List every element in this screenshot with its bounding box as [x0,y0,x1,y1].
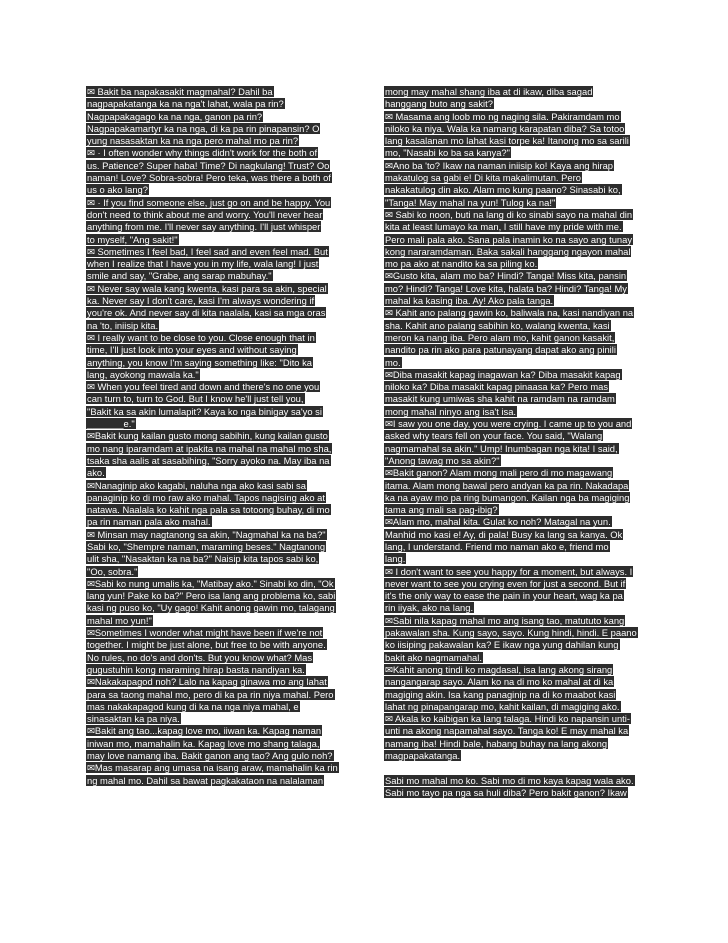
text-line-content: magiging akin. Isa kang panaginip na di ko maabot kasi [385,688,616,700]
text-line-content: ✉Nakakapagod noh? Lalo na kapag ginawa mo ang lahat [87,676,327,688]
text-line-content: ✉ Sometimes I feel bad, I feel sad and even feel mad. But [87,245,328,257]
text-line [86,246,344,258]
text-line-content: smile and say, "Grabe, ang sarap mabuhay." [87,270,272,282]
text-line [384,320,642,332]
text-line [384,344,642,356]
text-line [384,529,642,541]
text-line-content: mo, "Nasabi ko ba sa kanya?" [385,147,510,159]
text-line-content: mahal ka kasing iba. Ay! Ako pala tanga. [385,295,554,307]
text-line [384,553,642,565]
text-line-content: ✉ Never say wala kang kwenta, kasi para sa akin, special [87,282,327,294]
text-line-content: ✉Sometimes I wonder what might have been if we're not [87,627,323,639]
text-line [86,664,344,676]
text-line [86,713,344,725]
text-line [86,295,344,307]
text-line-content: "Tanga! May mahal na yun! Tulog ka na!" [385,196,556,208]
text-line [86,234,344,246]
text-line-content: nandito pa rin ako para patunayang dapat ako ang pinili [385,344,616,356]
text-line [384,307,642,319]
text-line-content: namang iba! Hindi bale, habang buhay na lang akong [385,737,608,749]
text-line-content: ako. [87,467,105,479]
text-line [86,725,344,737]
text-line [86,541,344,553]
text-line-content: "Oo, sobra." [87,565,138,577]
text-line-content: Nagpapakagago ka na nga, ganon pa rin? [87,110,263,122]
text-line-content: ✉ Minsan may nagtanong sa akin, "Nagmahal ka na ba?" [87,528,326,540]
text-line-content: ka. Never say I don't care, kasi I'm always wondering if [87,295,315,307]
text-line-content: us o ako lang? [87,184,148,196]
text-line [384,443,642,455]
text-line-content: ✉Bakit kung kailan gusto mong sabihin, kung kailan gusto [87,430,328,442]
text-line-content: makatulog sa gabi e! Di kita makalimutan. Pero [385,172,581,184]
text-line [86,504,344,516]
text-line [86,184,344,196]
text-line-content: lang kasalanan mo lahat kasi torpe ka! Itanong mo sa sarili [385,135,629,147]
text-line-content: lang, I understand. Friend mo naman ako e, friend mo [385,540,609,552]
text-line [384,430,642,442]
text-line-content: panaginip ko di mo raw ako mahal. Tapos nagising ako at [87,491,325,503]
text-line [86,172,344,184]
text-line [86,258,344,270]
text-line [384,393,642,405]
text-line-content: magpapakatanga. [385,750,461,762]
text-line-content: ✉Diba masakit kapag inagawan ka? Diba masakit kapag [385,368,621,380]
text-line-content: lang yun! Pake ko ba?" Pero isa lang ang problema ko, sabi [87,590,336,602]
text-line [384,701,642,713]
text-line [86,516,344,528]
text-line-content: ✉Gusto kita, alam mo ba? Hindi? Tanga! Miss kita, pansin [385,270,627,282]
text-line [384,787,642,799]
text-line-content: pakawalan sha. Kung sayo, sayo. Kung hindi, hindi. E paano [385,627,637,639]
text-line-content: when I realize that I have you in my life, wala lang! I just [87,258,319,270]
text-line [384,381,642,393]
text-line [384,775,642,787]
text-line [384,221,642,233]
text-line [384,664,642,676]
text-line-content: mas nakakapagod kung di ka na nga niya mahal, e [87,700,299,712]
text-line-content: sinasaktan ka pa niya. [87,713,180,725]
text-line [86,738,344,750]
text-line-content: nangangarap sayo. Alam ko na di mo ko mahal at di ka [385,676,614,688]
text-line [86,209,344,221]
text-line-content: unti na akong napamahal sayo. Tanga ko! E may mahal ka [385,725,629,737]
text-line-content: kong nararamdaman. Baka sakali hanggang ngayon mahal [385,245,631,257]
text-line-content: ✉ Sabi ko noon, buti na lang di ko sinabi sayo na mahal din [385,208,633,220]
text-line [86,320,344,332]
text-line-content: ✉ When you feel tired and down and there's no one you [87,381,320,393]
text-line [384,750,642,762]
text-line [86,307,344,319]
text-line-content: nagmamahal sa akin." Ump! Inumbagan nga kita! I said, [385,442,618,454]
text-line [86,639,344,651]
text-line-content: ✉Ano ba 'to? Ikaw na naman iniisip ko! Kaya ang hirap [385,159,614,171]
text-line-content: mo. [385,356,401,368]
text-line [384,357,642,369]
text-line-content: kasi ng puso ko, "Uy gago! Kahit anong gawin mo, talagang [87,602,335,614]
text-line [86,406,344,418]
text-line [384,246,642,258]
text-line [384,332,642,344]
text-line-content: may love namang iba. Bakit ganon ang tao? Ang gulo noh? [87,750,333,762]
text-line [384,590,642,602]
text-line-content: ✉Bakit ang tao...kapag love mo, iiwan ka. Kapag naman [87,725,322,737]
text-line [384,184,642,196]
text-line-content: mahal mo yun!" [87,614,152,626]
text-line-content: natawa. Naalala ko kahit nga pala sa totoong buhay, di mo [87,504,330,516]
text-line [86,98,344,110]
text-line-content: _______e." [87,418,135,430]
text-line-content: "Bakit ka sa akin lumalapit? Kaya ko nga binigay sa'yo si [87,405,322,417]
text-line-content: ulit sha, "Nasaktan ka na ba?" Naisip kita tapos sabi ko, [87,553,319,565]
text-line [384,689,642,701]
text-line [86,529,344,541]
text-line [86,86,344,98]
text-line [384,135,642,147]
text-line [384,234,642,246]
text-line [86,381,344,393]
text-line-content: kita at least lumayo ka man, I still have my pride with me. [385,221,622,233]
text-line [86,492,344,504]
text-line [384,86,642,98]
text-line-content: ✉ I really want to be close to you. Close enough that in [87,331,315,343]
text-line [384,725,642,737]
text-line-content: mong may mahal shang iba at di ikaw, diba sagad [385,86,593,97]
text-line [384,369,642,381]
text-line-content: us. Patience? Super haba! Time? Di nagkulang! Trust? Oo [87,159,330,171]
text-line-content: No rules, no do's and don'ts. But you know what? Mas [87,651,313,663]
text-line [86,283,344,295]
text-line [384,652,642,664]
text-line [86,160,344,172]
text-line [384,270,642,282]
text-line [86,750,344,762]
text-line [384,209,642,221]
text-line-content: ✉Sabi ko nung umalis ka, "Matibay ako." Sinabi ko din, "Ok [87,577,334,589]
text-line-content: ✉ · I often wonder why things didn't work for the both of [87,147,318,159]
text-line [384,406,642,418]
text-line-content: never want to see you crying even for just a second. But if [385,577,626,589]
text-line [86,602,344,614]
text-line-content: mo pa ako at nandito ka sa piling ko. [385,258,538,270]
text-line [86,221,344,233]
text-line [86,467,344,479]
text-line-content: niloko ka? Diba masakit kapag pinaasa ka? Pero mas [385,381,609,393]
text-line-content: Manhid mo kasi e! Ay, di pala! Busy ka lang sa kanya. Ok [385,528,623,540]
text-line [384,480,642,492]
text-line-content: lang. [385,553,406,565]
text-line [384,516,642,528]
text-line [86,553,344,565]
text-line [384,676,642,688]
text-line [86,480,344,492]
text-line-content: ✉ Akala ko kaibigan ka lang talaga. Hindi ko napansin unti- [385,713,630,725]
text-line-content: tama ang mali sa pag-ibig? [385,504,498,516]
text-line-content: time, I'll just look into your eyes and without saying [87,344,297,356]
text-line-content: nakakatulog din ako. Alam mo kung paano? Sinasabi ko, [385,184,621,196]
text-line [86,270,344,282]
text-line-content: Nagpapakamartyr ka na nga, di ka pa rin pinapansin? O [87,122,320,134]
text-line-content: Sabi mo tayo pa nga sa huli diba? Pero bakit ganon? Ikaw [385,786,627,798]
text-line-content: it's the only way to ease the pain in your heart, wag ka pa [385,590,623,602]
text-line-content: anything, you know I'm saying something like: "Dito ka [87,356,313,368]
text-line [384,615,642,627]
text-line [384,172,642,184]
text-line-content: mo nang iparamdam at ipakita na mahal na mahal mo sha, [87,442,332,454]
text-line [86,676,344,688]
text-line [86,689,344,701]
text-line-content: masakit kung umiwas sha kahit na ramdam na ramdam [385,393,615,405]
text-line-content: itama. Alam mong bawal pero andyan ka pa rin. Nakadapa [385,479,629,491]
text-line-content: ✉ Masama ang loob mo ng naging sila. Pakiramdam mo [385,110,620,122]
text-line [86,418,344,430]
text-line [86,578,344,590]
text-line-content: ✉I saw you one day, you were crying. I came up to you and [385,418,632,430]
text-line [86,111,344,123]
text-line [86,775,344,787]
text-line-content: ✉ Bakit ba napakasakit magmahal? Dahil ba [87,86,273,97]
text-line [384,762,642,774]
text-line [86,652,344,664]
text-line-content: asked why tears fell on your face. You said, "Walang [385,430,603,442]
text-line-content: Pero mali pala ako. Sana pala inamin ko na sayo ang tunay [385,233,633,245]
text-line [384,283,642,295]
text-line [384,541,642,553]
text-line-content: tsaka sha aalis at sasabihing, "Sorry ayoko na. May iba na [87,454,330,466]
text-line [384,147,642,159]
text-line-content: "Anong tawag mo sa akin?" [385,454,500,466]
text-line [86,147,344,159]
text-line-content: pa rin naman pala ako mahal. [87,516,211,528]
text-line [384,123,642,135]
text-line-content: ✉ · If you find someone else, just go on and be happy. You [87,196,331,208]
text-line-content: rin iiyak, ako na lang. [385,602,474,614]
left-column [86,86,344,787]
text-line [384,639,642,651]
text-line [86,566,344,578]
text-line-content: na 'to, iniisip kita. [87,319,159,331]
text-line [384,602,642,614]
text-line [384,160,642,172]
text-line [384,566,642,578]
text-line-content: to myself, "Ang sakit!" [87,233,178,245]
text-line-content: Sabi ko, "Shempre naman, maraming beses." Nagtanong [87,540,326,552]
text-line-content: ✉Nanaginip ako kagabi, naluha nga ako kasi sabi sa [87,479,306,491]
text-line-content: ✉ I don't want to see you happy for a moment, but always. I [385,565,633,577]
text-line-content: lahat ng pinapangarap mo, kahit kailan, di magiging ako. [385,700,620,712]
text-line [384,98,642,110]
text-line-content: ka na ayaw mo pa ring bumangon. Kailan nga ba magiging [385,491,630,503]
text-line [86,762,344,774]
text-line [86,627,344,639]
text-line [384,492,642,504]
text-line [86,332,344,344]
text-line [384,295,642,307]
text-line [384,197,642,209]
text-line [86,443,344,455]
text-line [86,357,344,369]
text-line-content: ✉Alam mo, mahal kita. Gulat ko noh? Matagal na yun. [385,516,611,528]
text-line-content: ✉Kahit anong tindi ko magdasal, isa lang akong sirang [385,663,613,675]
text-line [86,615,344,627]
text-line-content: niloko ka niya. Wala ka namang karapatan diba? Sa totoo [385,122,625,134]
text-line-content: hanggang buto ang sakit? [385,98,493,110]
text-line [384,713,642,725]
text-line-content: yung nasasaktan ka na nga pero mahal mo pa rin? [87,135,299,147]
text-line [384,578,642,590]
text-line-content: naman! Love? Sobra-sobra! Pero teka, was there a both of [87,172,331,184]
text-line [86,590,344,602]
text-line-content: nagpapakatanga ka na nga't lahat, wala pa rin? [87,98,284,110]
text-line [384,504,642,516]
text-line [86,455,344,467]
text-line-content: bakit ako nagmamahal. [385,651,482,663]
text-line [86,701,344,713]
text-line [384,467,642,479]
text-line [86,197,344,209]
text-line-content: meron ka nang iba. Pero alam mo, kahit ganon kasakit, [385,331,615,343]
text-line [384,627,642,639]
text-line-content: ✉Mas masarap ang umasa na isang araw, mamahalin ka rin [87,762,338,774]
text-line-content: can turn to, turn to God. But I know he'll just tell you, [87,393,304,405]
text-line [86,123,344,135]
text-line-content: lang, ayokong mawala ka." [87,368,199,380]
text-line [86,430,344,442]
text-line [86,344,344,356]
text-line-content: ✉Sabi nila kapag mahal mo ang isang tao, matututo kang [385,614,625,626]
right-column [384,86,642,799]
text-line [86,369,344,381]
text-line [86,135,344,147]
text-line-content: Sabi mo mahal mo ko. Sabi mo di mo kaya kapag wala ako. [385,774,634,786]
text-line-content: ✉ Kahit ano palang gawin ko, baliwala na, kasi nandiyan na [385,307,634,319]
text-line [384,111,642,123]
text-line-content: para sa taong mahal mo, pero di ka pa rin niya mahal. Pero [87,688,334,700]
text-line-content: mong mahal ninyo ang isa't isa. [385,405,517,417]
text-line-content: mo? Hindi? Tanga! Love kita, halata ba? Hindi? Tanga! My [385,282,627,294]
text-line-content: sha. Kahit ano palang sabihin ko, walang kwenta, kasi [385,319,610,331]
text-line-content: gugustuhin kong maraming hirap basta nandiyan ka. [87,663,305,675]
text-line [384,455,642,467]
text-line-content: ko iisiping pakawalan ka? E ikaw nga yung dahilan kung [385,639,619,651]
text-line [86,393,344,405]
text-line [384,738,642,750]
text-line-content: you're ok. And never say di kita naalala, kasi sa mga oras [87,307,326,319]
text-line-content: iniwan mo, mamahalin ka. Kapag love mo shang talaga, [87,737,320,749]
text-line-content: ✉Bakit ganon? Alam mong mali pero di mo magawang [385,467,613,479]
text-line-content: together. I might be just alone, but free to be with anyone. [87,639,326,651]
text-line-content: ng mahal mo. Dahil sa bawat pagkakataon na nalalaman [87,774,324,786]
text-line [384,258,642,270]
text-line-content: don't need to think about me and worry. You'll never hear [87,208,323,220]
text-line-content: anything from me. I'll never say anything. I'll just whisper [87,221,321,233]
text-line [384,418,642,430]
